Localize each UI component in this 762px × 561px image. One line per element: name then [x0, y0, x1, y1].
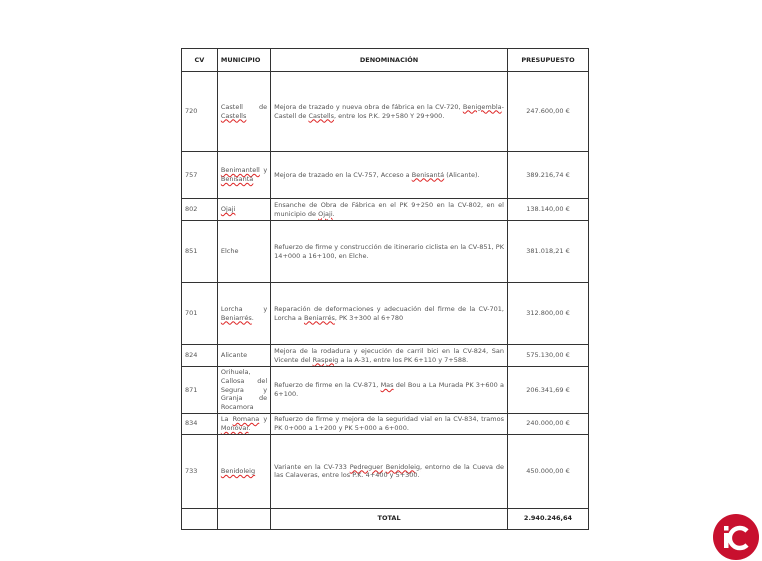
- cell-denominacion: Refuerzo de firme en la CV-871, Mas del Bou a La Murada PK 3+600 a 6+100.: [271, 367, 508, 414]
- table-row: [182, 221, 589, 283]
- budget-table: [181, 48, 589, 530]
- cell-municipio: Elche: [217, 221, 270, 283]
- cell-denominacion: Refuerzo de firme y mejora de la seguridad vial en la CV-834, tramos PK 0+000 a 1+200 y PK 5+000 a 6+000.: [271, 413, 508, 434]
- cell-denominacion: Mejora de la rodadura y ejecución de carril bici en la CV-824, San Vicente del Raspeig a la A-31, entre los PK 6+110 y 7+588.: [271, 345, 508, 367]
- cell-municipio: La Romana y Monóvar.: [217, 413, 270, 434]
- cell-municipio: Castell de Castells: [217, 72, 270, 152]
- cell-denominacion: Reparación de deformaciones y adecuación del firme de la CV-701, Lorcha a Beniarrés, PK 3+300 al 6+780: [271, 283, 508, 345]
- table-row: [182, 434, 589, 508]
- table-row: [182, 199, 589, 221]
- cell-presupuesto: 381.018,21 €: [507, 221, 588, 283]
- cell-municipio: Lorcha y Beniarrés.: [217, 283, 270, 345]
- cell-cv: 834: [182, 413, 218, 434]
- cell-denominacion: Refuerzo de firme y construcción de itinerario ciclista en la CV-851, PK 14+000 a 16+100, en Elche.: [271, 221, 508, 283]
- total-empty-cv: [182, 508, 218, 529]
- cell-presupuesto: 240.000,00 €: [507, 413, 588, 434]
- header-denominacion: DENOMINACIÓN: [271, 49, 508, 72]
- cell-denominacion: Variante en la CV-733 Pedreguer Benidoleig, entorno de la Cueva de las Calaveras, entre los P.K. 4+400 y 5+300.: [271, 434, 508, 508]
- cell-cv: 851: [182, 221, 218, 283]
- table-row: [182, 413, 589, 434]
- cell-cv: 757: [182, 152, 218, 199]
- total-empty-municipio: [217, 508, 270, 529]
- cell-municipio: Benimantell y Benisantá: [217, 152, 270, 199]
- cell-municipio: Alicante: [217, 345, 270, 367]
- cell-municipio: Ojaji: [217, 199, 270, 221]
- table-row: [182, 72, 589, 152]
- header-municipio: MUNICIPIO: [217, 49, 270, 72]
- cell-cv: 733: [182, 434, 218, 508]
- total-row: [182, 508, 589, 529]
- header-presupuesto: PRESUPUESTO: [507, 49, 588, 72]
- cell-presupuesto: 206.341,69 €: [507, 367, 588, 414]
- cell-municipio: Benidoleig: [217, 434, 270, 508]
- cell-denominacion: Mejora de trazado y nueva obra de fábrica en la CV-720, Benigembla-Castell de Castells, entre los P.K. 29+580 Y 29+900.: [271, 72, 508, 152]
- cell-cv: 720: [182, 72, 218, 152]
- total-value: 2.940.246,64: [507, 508, 588, 529]
- cell-presupuesto: 575.130,00 €: [507, 345, 588, 367]
- cell-presupuesto: 450.000,00 €: [507, 434, 588, 508]
- table-row: [182, 152, 589, 199]
- cell-presupuesto: 312.800,00 €: [507, 283, 588, 345]
- cell-presupuesto: 247.600,00 €: [507, 72, 588, 152]
- cell-cv: 871: [182, 367, 218, 414]
- cell-presupuesto: 389.216,74 €: [507, 152, 588, 199]
- table-row: [182, 345, 589, 367]
- header-row: [182, 49, 589, 72]
- header-cv: CV: [182, 49, 218, 72]
- cell-cv: 824: [182, 345, 218, 367]
- cell-cv: 802: [182, 199, 218, 221]
- cell-denominacion: Ensanche de Obra de Fábrica en el PK 9+250 en la CV-802, en el municipio de Ojaji.: [271, 199, 508, 221]
- cell-cv: 701: [182, 283, 218, 345]
- cell-denominacion: Mejora de trazado en la CV-757, Acceso a Benisantá (Alicante).: [271, 152, 508, 199]
- table-row: [182, 367, 589, 414]
- total-label: TOTAL: [271, 508, 508, 529]
- cell-municipio: Orihuela, Callosa del Segura y Granja de Rocamora: [217, 367, 270, 414]
- cell-presupuesto: 138.140,00 €: [507, 199, 588, 221]
- table-row: [182, 283, 589, 345]
- ic-logo-icon: [713, 514, 759, 560]
